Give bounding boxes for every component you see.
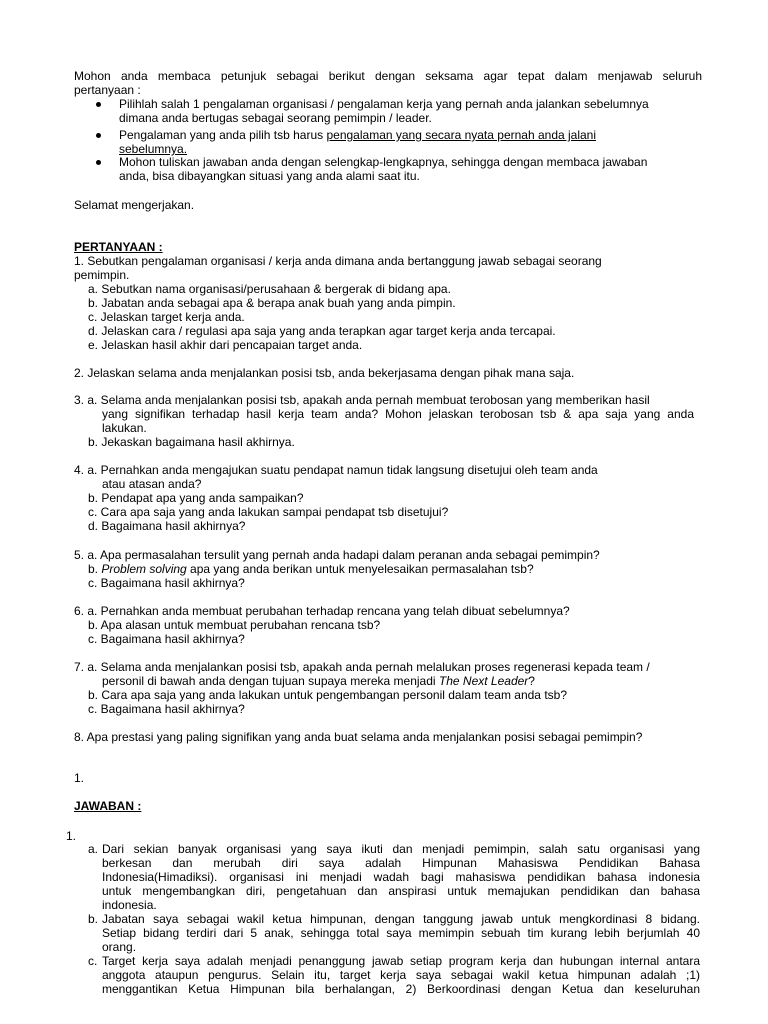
q6-sub-c: c. Bagaimana hasil akhirnya? [88,632,245,646]
bullet-2-underlined-text: pengalaman yang secara nyata pernah anda jalani [326,128,597,142]
q3-line-3: lakukan. [102,421,147,435]
answer-c-line-3: menggantikan Ketua Himpunan bila berhalangan, 2) Berkoordinasi dengan Ketua dan keseluruhan [102,982,700,996]
q5-sub-c: c. Bagaimana hasil akhirnya? [88,576,245,590]
q1-line-1: 1. Sebutkan pengalaman organisasi / kerja anda dimana anda bertanggung jawab sebagai seorang [74,254,602,268]
q2-text: 2. Jelaskan selama anda menjalankan posisi tsb, anda bekerjasama dengan pihak mana saja. [74,366,575,380]
q1-sub-d: d. Jelaskan cara / regulasi apa saja yang anda terapkan agar target kerja anda tercapai. [88,324,556,338]
bullet-1-line-2: dimana anda bertugas sebagai seorang pemimpin / leader. [119,111,432,125]
q5-sub-b [88,562,534,576]
q4-sub-c: c. Cara apa saja yang anda lakukan sampai pendapat tsb disetujui? [88,505,449,519]
answer-number: 1. [66,829,77,843]
q1-sub-b: b. Jabatan anda sebagai apa & berapa anak buah yang anda pimpin. [88,296,456,310]
q3-line-1: 3. a. Selama anda menjalankan posisi tsb, apakah anda pernah membuat terobosan yang memberikan hasil [74,393,650,407]
q7-l2-prefix: personil di bawah anda dengan tujuan supaya mereka menjadi [102,674,439,688]
answers-heading: JAWABAN : [74,799,142,813]
bullet-3-line-2: anda, bisa dibayangkan situasi yang anda alami saat itu. [119,169,420,183]
bullet-2-text: Pengalaman yang anda pilih tsb harus [119,128,327,142]
q4-sub-b: b. Pendapat apa yang anda sampaikan? [88,491,304,505]
q4-sub-d: d. Bagaimana hasil akhirnya? [88,519,246,533]
q5-b-italic: Problem solving [101,562,187,576]
q6-sub-b: b. Apa alasan untuk membuat perubahan rencana tsb? [88,618,381,632]
questions-heading: PERTANYAAN : [74,240,163,254]
stray-number: 1. [74,771,85,785]
answer-a-line-1: Dari sekian banyak organisasi yang saya ikuti dan menjadi pemimpin, salah satu organisasi yang [102,842,700,856]
answer-b-line-2: Setiap bidang terdiri dari 5 anak, sehingga total saya memimpin sebuah tim kurang lebih berjumlah 40 [102,926,700,940]
q7-line-2 [102,674,535,688]
q3-sub-b: b. Jekaskan bagaimana hasil akhirnya. [88,435,295,449]
q1-sub-c: c. Jelaskan target kerja anda. [88,310,245,324]
q4-line-2: atau atasan anda? [102,477,202,491]
answer-c-label: c. [88,954,98,968]
q7-l2-italic: The Next Leader [438,674,529,688]
q8-text: 8. Apa prestasi yang paling signifikan yang anda buat selama anda menjalankan posisi sebagai pemimpin? [74,730,643,744]
answer-a-label: a. [88,842,99,856]
bullet-icon [96,102,101,107]
q7-line-1: 7. a. Selama anda menjalankan posisi tsb, apakah anda pernah melalukan proses regenerasi kepada team / [74,660,650,674]
bullet-2-line-2: sebelumnya. [119,142,188,156]
q6-sub-a: 6. a. Pernahkan anda membuat perubahan terhadap rencana yang telah dibuat sebelumnya? [74,604,570,618]
q5-b-prefix: b. [88,562,102,576]
answer-b-line-1: Jabatan saya sebagai wakil ketua himpunan, dengan tanggung jawab untuk mengkordinasi 8 bidang. [102,912,700,926]
answer-a-line-5: indonesia. [102,898,157,912]
answer-c-line-1: Target kerja saya adalah menjadi penanggung jawab setiap program kerja dan hubungan internal antara [102,954,700,968]
q7-sub-c: c. Bagaimana hasil akhirnya? [88,702,245,716]
intro-line-2: pertanyaan : [74,83,141,97]
q1-line-2: pemimpin. [74,268,130,282]
bullet-3-line-1: Mohon tuliskan jawaban anda dengan selengkap-lengkapnya, sehingga dengan membaca jawaban [119,155,648,169]
q5-sub-a: 5. a. Apa permasalahan tersulit yang pernah anda hadapi dalam peranan anda sebagai pemimpin? [74,548,600,562]
closing-text: Selamat mengerjakan. [74,198,195,212]
answer-b-label: b. [88,912,99,926]
bullet-icon [96,133,101,138]
bullet-icon [96,160,101,165]
bullet-2-line-1 [119,128,596,142]
q4-line-1: 4. a. Pernahkan anda mengajukan suatu pendapat namun tidak langsung disetujui oleh team anda [74,463,598,477]
q1-sub-a: a. Sebutkan nama organisasi/perusahaan & bergerak di bidang apa. [88,282,451,296]
answer-c-line-2: anggota ataupun pengurus. Selain itu, target kerja saya sebagai wakil ketua himpunan adalah ;1) [102,968,700,982]
intro-line-1: Mohon anda membaca petunjuk sebagai berikut dengan seksama agar tepat dalam menjawab seluruh [74,69,702,83]
answer-a-line-2: berkesan dan merubah diri saya adalah Himpunan Mahasiswa Pendidikan Bahasa [102,856,700,870]
answer-a-line-4: untuk mengembangkan diri, pengetahuan dan anspirasi untuk memajukan pendidikan dan bahasa [102,884,700,898]
answer-b-line-3: orang. [102,940,137,954]
q7-sub-b: b. Cara apa saja yang anda lakukan untuk pengembangan personil dalam team anda tsb? [88,688,567,702]
q7-l2-suffix: ? [528,674,535,688]
q3-line-2: yang signifikan terhadap hasil kerja team anda? Mohon jelaskan terobosan tsb & apa saja yang anda [102,407,694,421]
bullet-1-line-1: Pilihlah salah 1 pengalaman organisasi / pengalaman kerja yang pernah anda jalankan sebelumnya [119,97,649,111]
q5-b-rest: apa yang anda berikan untuk menyelesaikan permasalahan tsb? [186,562,534,576]
q1-sub-e: e. Jelaskan hasil akhir dari pencapaian target anda. [88,338,363,352]
answer-a-line-3: Indonesia(Himadiksi). organisasi ini menjadi wadah bagi mahasiswa pendidikan bahasa indonesia [102,870,700,884]
